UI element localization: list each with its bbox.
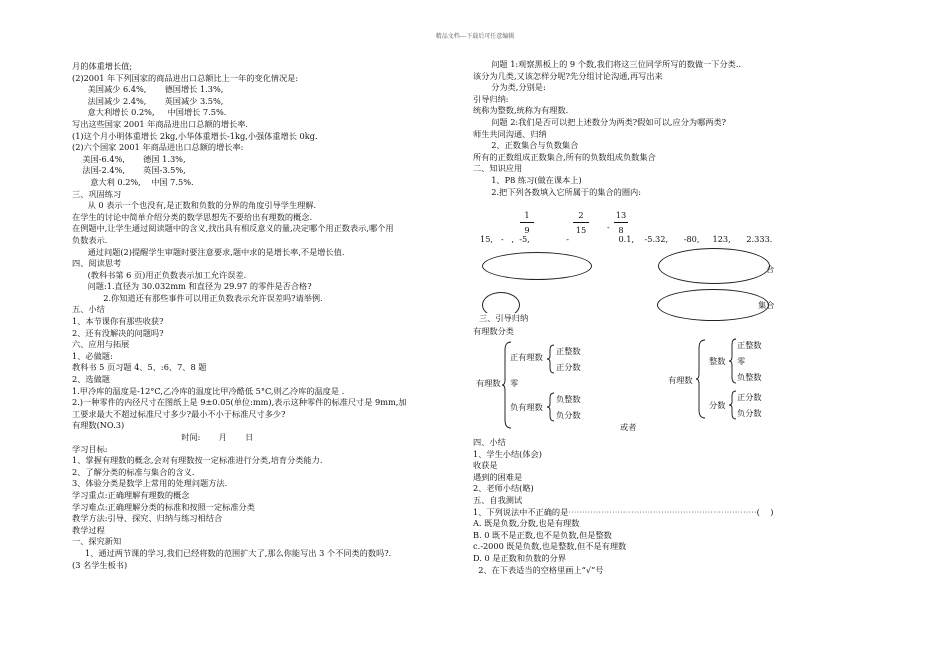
text-line: c.-2000 既是负数,也是整数,但不是有理数 [473, 541, 627, 552]
tree-right-int-brace [729, 338, 737, 384]
classification-title: 有理数分类 [473, 326, 514, 336]
text-line: 教科书 5 页习题 4、5、:6、7、8 题 [72, 362, 207, 373]
text-line: 收获是 [473, 460, 498, 471]
text-line: 统称为整数,统称为有理数. [473, 105, 569, 116]
text-line: (1)这个月小明体重增长 2kg,小华体重增长-1kg,小强体重增长 0kg. [72, 130, 318, 141]
text-line: 问题 1:观察黑板上的 9 个数,我们将这三位同学所写的数做一下分类.. [473, 59, 742, 69]
page-header: 精品文档---下载后可任意编辑 [435, 33, 515, 40]
text-line: 1、本节课你有那些收获? [72, 316, 164, 327]
text-line: A. 既是负数,分数,也是有理数 [473, 518, 580, 529]
tree-right-brace [696, 338, 706, 420]
text-line: D. 0 是正数和负数的分界 [473, 552, 566, 563]
tree-right-pos-frac: 正分数 [737, 392, 762, 402]
set-ellipse-4 [657, 289, 769, 321]
text-line: 1、必做题: [72, 350, 113, 361]
text-line: 1.甲冷库的温度是-12°C,乙冷库的温度比甲冷酷低 5°C,则乙冷库的温度是 . [72, 385, 345, 396]
tree-left-neg-brace [547, 392, 555, 422]
fraction-denominator: 9 [524, 225, 530, 235]
set-ellipse-1 [482, 252, 592, 280]
numbers-row: 15, - , -5, - 0.1, -5.32, -80, 123, 2.333. [480, 234, 773, 244]
text-line: 师生共同沟通、归纳 [473, 128, 547, 139]
text-line: 2、还有没解决的问题吗? [72, 327, 164, 338]
text-line: 五、小结 [72, 304, 105, 315]
text-line: (教科书第 6 页)用正负数表示加工允许误差. [72, 269, 247, 280]
tree-right-root: 有理数 [668, 375, 693, 385]
fraction-1-9 [520, 210, 534, 235]
text-line: 2.)一种零件的内径尺寸在图纸上是 9±0.05(单位:mm),表示这种零件的标准尺寸是 9mm,加 [72, 397, 407, 408]
section-3-title: 三、引导归纳 [479, 313, 529, 323]
right-column-top [473, 59, 893, 198]
text-line: 2.你知道还有那些事件可以用正负数表示允许误差吗?请举例. [72, 292, 323, 303]
text-line: 四、小结 [473, 437, 506, 447]
tree-right-zero: 零 [737, 356, 746, 366]
text-line: 教学过程 [72, 524, 105, 535]
text-line: 在例题中,让学生通过阅读题中的含义,找出具有相反意义的量,决定哪个用正数表示,哪个用 [72, 223, 394, 234]
set-ellipse-2 [658, 248, 770, 284]
tree-left-pos-int: 正整数 [556, 346, 581, 356]
fraction-2-15 [573, 210, 589, 235]
tree-right-frac: 分数 [709, 400, 726, 410]
text-line: 一、探究新知 [72, 536, 122, 547]
text-line: 六、应用与拓展 [72, 339, 130, 350]
or-label: 或者 [620, 422, 637, 432]
text-line: 有理数(NO.3) [72, 420, 125, 431]
text-line: 五、自我测试 [473, 494, 523, 505]
text-line: 美国减少 6.4%, 德国增长 1.3%, [72, 84, 224, 95]
text-line: B. 0 既不是正数,也不是负数,但是整数 [473, 529, 612, 540]
tree-left-pos: 正有理数 [510, 352, 543, 362]
tree-right-pos-int: 正整数 [737, 340, 762, 350]
tree-left-root: 有理数 [476, 378, 501, 388]
text-line: 问题 2:我们是否可以把上述数分为两类?假如可以,应分为哪两类? [473, 116, 727, 127]
text-line: 二、知识应用 [473, 163, 523, 174]
tree-right-neg-frac: 负分数 [737, 408, 762, 418]
right-column-bottom [473, 437, 893, 576]
text-line: 2、正数集合与负数集合 [473, 140, 579, 151]
text-line: 写出这些国家 2001 年商品进出口总额的增长率. [72, 118, 249, 129]
text-line: 通过问题(2)提醒学生审题时要注意要求,题中求的是增长率,不是增长值. [72, 246, 345, 257]
text-line: 3、体验分类是数学上常用的处理问题方法. [72, 478, 228, 489]
text-line: (2)2001 年下列国家的商品进出口总额比上一年的变化情况是: [72, 72, 299, 83]
text-line: 意大利 0.2%, 中国 7.5%. [72, 176, 194, 187]
tree-right-neg-int: 负整数 [737, 372, 762, 382]
text-line: 1、掌握有理数的概念,会对有理数按一定标准进行分类,培育分类能力. [72, 455, 323, 466]
tree-left-neg-frac: 负分数 [556, 410, 581, 420]
text-line: 1、通过两节课的学习,我们已经将数的范围扩大了,那么你能写出 3 个不同类的数吗?. [72, 547, 392, 558]
text-line: 教学方法:引导、探究、归纳与练习相结合 [72, 513, 223, 524]
set-label-2: 集合 [758, 300, 775, 310]
fraction-13-8 [614, 210, 628, 235]
text-line: 负数表示. [72, 234, 108, 245]
text-line: 在学生的讨论中简单介绍分类的数学思想先不要给出有理数的概念. [72, 211, 313, 222]
text-line: 学习重点:正确理解有理数的概念 [72, 489, 190, 500]
tree-right-int: 整数 [709, 356, 726, 366]
text-line: 意大利增长 0.2%, 中国增长 7.5%. [72, 107, 227, 118]
text-line: 2、在下表适当的空格里画上“√”号 [473, 564, 604, 575]
text-line: 四、阅读思考 [72, 258, 122, 269]
fraction-denominator: 8 [618, 225, 624, 235]
text-line: 美国-6.4%, 德国 1.3%, [72, 153, 186, 164]
text-line: 工要求最大不超过标准尺寸多少?最小不小于标准尺寸多少? [72, 408, 286, 419]
text-line: 1、下列说法中不正确的是⋯⋯⋯⋯⋯⋯⋯⋯⋯⋯⋯⋯⋯⋯⋯⋯⋯⋯⋯⋯⋯⋯⋯( ) [473, 506, 774, 517]
tree-left-neg: 负有理数 [510, 402, 543, 412]
tree-left-zero: 零 [510, 378, 519, 388]
text-line: 2、老师小结(略) [473, 483, 534, 494]
text-line: 法国减少 2.4%, 英国减少 3.5%, [72, 95, 224, 106]
text-line: 时间: 月 日 [72, 432, 254, 442]
tree-left-pos-frac: 正分数 [556, 362, 581, 372]
tree-right-frac-brace [729, 390, 737, 420]
text-line: 学习目标: [72, 443, 108, 454]
fraction-denominator: 15 [575, 225, 587, 235]
text-line: 月的体重增长值; [72, 61, 133, 71]
fraction-numerator: 13 [615, 210, 627, 220]
text-line: 从 0 表示一个也没有,是正数和负数的分界的角度引导学生理解. [72, 200, 317, 211]
text-line: 问题:1.直径为 30.032mm 和直径为 29.97 的零件是否合格? [72, 281, 312, 292]
text-line: 学习难点:正确理解分类的标准和按照一定标准分类 [72, 501, 255, 512]
text-line: 法国-2.4%, 英国-3.5%, [72, 165, 186, 176]
text-line: 分为类,分别是: [473, 82, 546, 93]
tree-left-pos-brace [547, 344, 555, 374]
text-line: (2)六个国家 2001 年商品进出口总额的增长率: [72, 142, 244, 153]
set-label-1: 合 [766, 264, 775, 274]
text-line: 2.把下列各数填入它所属于的集合的圈内: [473, 186, 641, 197]
fraction-numerator: 2 [578, 210, 584, 220]
text-line: (3 名学生板书) [72, 559, 128, 570]
text-line: 1、P8 练习(做在课本上) [473, 174, 582, 185]
left-column [72, 61, 442, 571]
text-line: 引导归纳: [473, 93, 509, 104]
text-line: 1、学生小结(体会) [473, 448, 542, 459]
text-line: 所有的正数组成正数集合,所有的负数组成负数集合 [473, 151, 656, 162]
fraction-numerator: 1 [524, 210, 530, 220]
text-line: 遇到的困难是 [473, 471, 523, 482]
text-line: 三、巩固练习 [72, 188, 122, 199]
text-line: 2、选做题 [72, 374, 110, 385]
minus-sign: - [607, 222, 610, 232]
text-line: 2、了解分类的标准与集合的含义. [72, 466, 195, 477]
text-line: 该分为几类,又该怎样分呢?先分组讨论沟通,再写出来 [473, 70, 663, 81]
tree-left-neg-int: 负整数 [556, 394, 581, 404]
